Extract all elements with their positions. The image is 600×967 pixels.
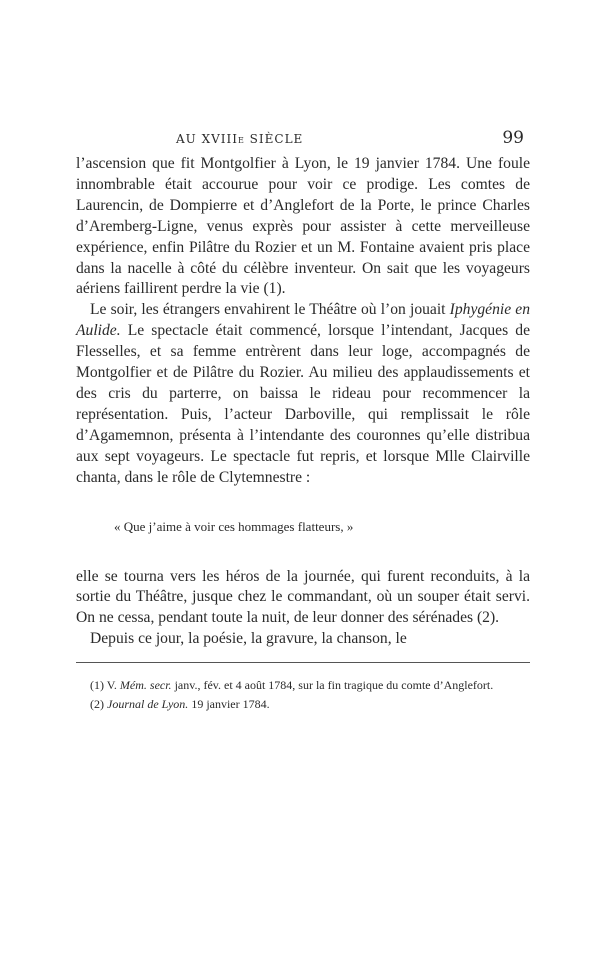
song-quote: « Que j’aime à voir ces hommages flatteurs, » [114, 518, 354, 534]
footnote-2 [76, 696, 530, 712]
paragraph-1: l’ascension que fit Montgolfier à Lyon, le 19 janvier 1784. Une foule innombrable était accourue pour voir ce prodige. Les comtes de Laurencin, de Dompierre et d’Anglefort de la Porte, le prince Charles d’Aremberg-Ligne, venus exprès pour assister à cette merveilleuse expérience, enfin Pilâtre du Rozier et un M. Fontaine avaient pris place dans la nacelle à côté du célèbre inventeur. On sait que les voyageurs aériens faillirent perdre la vie (1). [76, 155, 530, 298]
footnote-2-prefix: (2) [90, 697, 107, 712]
footnotes [76, 677, 530, 712]
paragraph-4: Depuis ce jour, la poésie, la gravure, la chanson, le [90, 630, 407, 648]
paragraph-2 [76, 300, 530, 488]
running-title: AU XVIIIe SIÈCLE [176, 132, 304, 146]
running-head [76, 128, 530, 152]
footnote-1 [76, 677, 530, 693]
footnote-1-text: janv., fév. et 4 août 1784, sur la fin tragique du comte d’Anglefort. [171, 678, 494, 693]
book-page [76, 128, 530, 715]
paragraph-3: elle se tourna vers les héros de la journée, qui furent reconduits, à la sortie du Théâtre, jusque chez le commandant, où un souper était servi. On ne cessa, pendant toute la nuit, de leur donner des sérénades (2). [76, 567, 530, 627]
footnote-1-prefix: (1) V. [90, 678, 120, 693]
paragraph-2-rest: Le spectacle était commencé, lorsque l’intendant, Jacques de Flesselles, et sa femme entrèrent dans leur loge, accompagnés de Montgolfier et de Pilâtre du Rozier. Au milieu des applaudissements et des cris du parterre, on baissa le rideau pour recommencer la représentation. Puis, l’acteur Darboville, qui remplissait le rôle d’Agamemnon, présenta à l’intendante des couronnes qu’elle distribua aux sept voyageurs. Le spectacle fut repris, et lorsque Mlle Clairville chanta, dans le rôle de Clytemnestre : [76, 322, 530, 486]
footnote-1-source: Mém. secr. [119, 678, 172, 693]
footnote-2-text: 19 janvier 1784. [188, 697, 270, 712]
paragraph-2-start: Le soir, les étrangers envahirent le Théâtre où l’on jouait [90, 301, 450, 319]
page-number: 99 [502, 128, 524, 148]
footnote-divider [76, 662, 530, 663]
play-title: Iphygénie en Aulide. [76, 301, 530, 340]
footnote-2-source: Journal de Lyon. [107, 697, 189, 712]
